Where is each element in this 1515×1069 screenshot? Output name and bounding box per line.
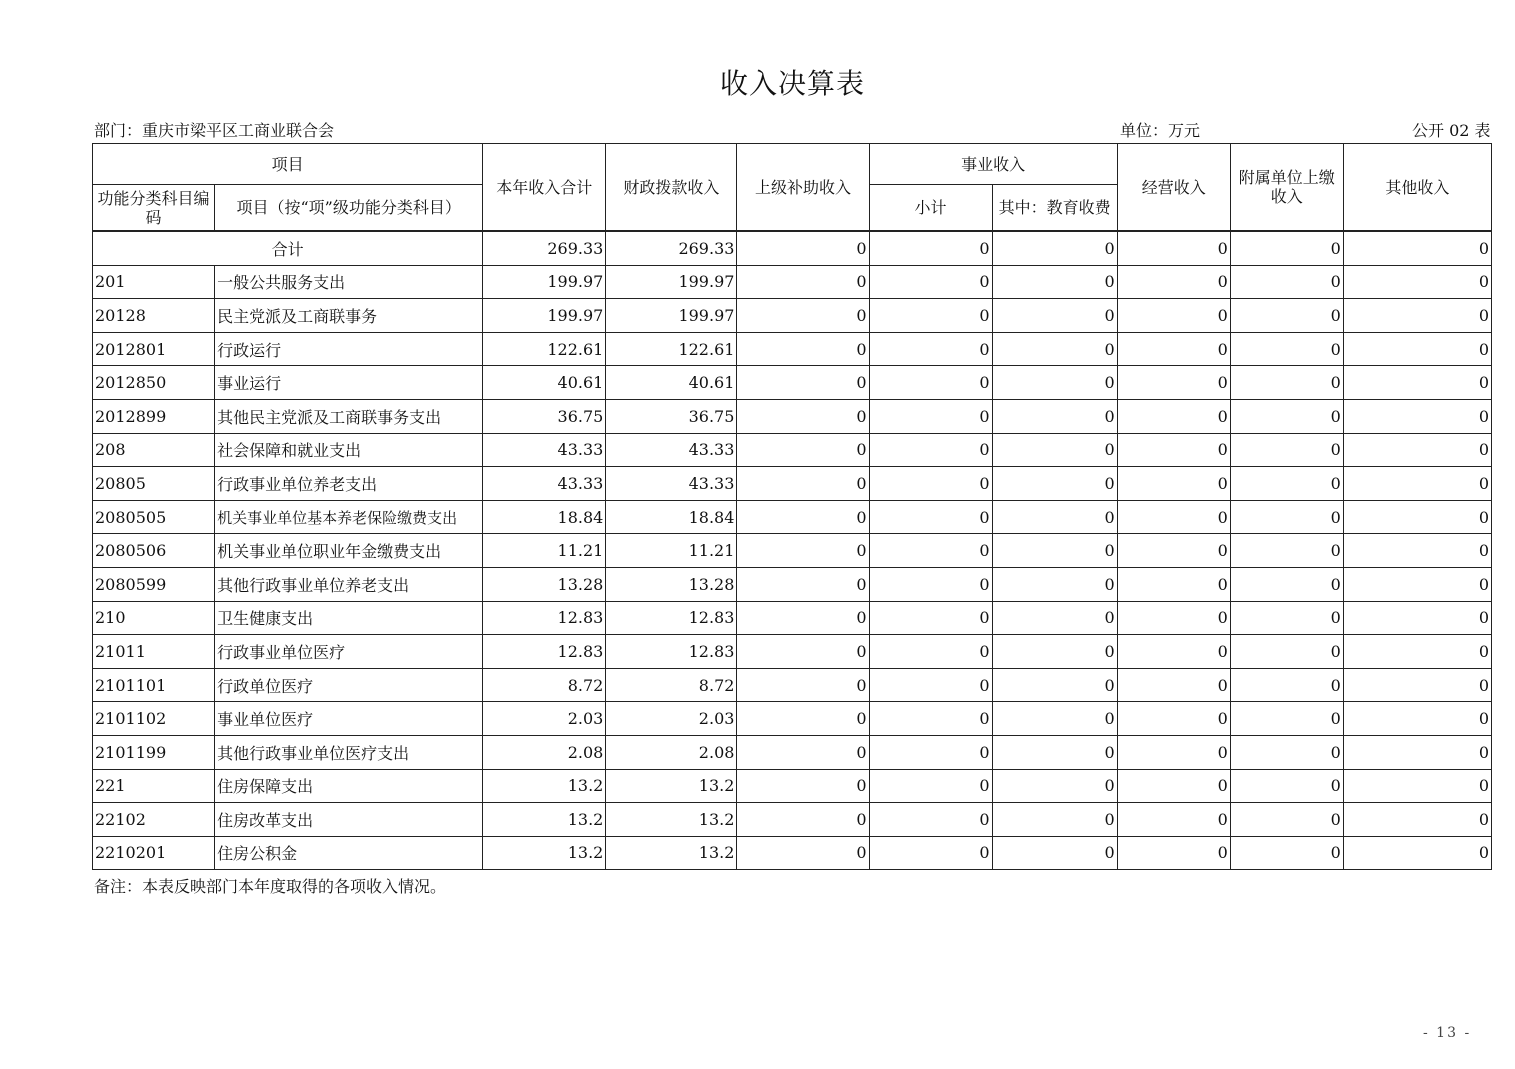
row-value: 0 xyxy=(992,399,1117,433)
row-value: 2.08 xyxy=(606,735,737,769)
row-value: 0 xyxy=(992,265,1117,299)
row-code: 208 xyxy=(93,433,215,467)
row-value: 13.2 xyxy=(606,769,737,803)
row-code: 20805 xyxy=(93,467,215,501)
row-value: 12.83 xyxy=(483,635,606,669)
row-name: 行政事业单位养老支出 xyxy=(215,467,483,501)
row-code: 210 xyxy=(93,601,215,635)
row-value: 8.72 xyxy=(483,668,606,702)
row-value: 0 xyxy=(1230,735,1343,769)
row-code: 2101199 xyxy=(93,735,215,769)
table-row xyxy=(93,702,1492,736)
row-code: 2080506 xyxy=(93,534,215,568)
row-value: 0 xyxy=(869,265,992,299)
row-value: 0 xyxy=(1343,702,1491,736)
total-cell: 0 xyxy=(1230,231,1343,265)
row-value: 0 xyxy=(869,635,992,669)
row-value: 0 xyxy=(1117,265,1230,299)
row-name: 住房公积金 xyxy=(215,836,483,870)
total-row xyxy=(93,231,1492,265)
row-value: 13.28 xyxy=(483,567,606,601)
row-value: 0 xyxy=(737,399,869,433)
table-row xyxy=(93,534,1492,568)
row-value: 0 xyxy=(1230,601,1343,635)
row-name: 其他行政事业单位医疗支出 xyxy=(215,735,483,769)
row-code: 2210201 xyxy=(93,836,215,870)
row-name: 事业单位医疗 xyxy=(215,702,483,736)
row-value: 0 xyxy=(869,735,992,769)
total-cell: 0 xyxy=(992,231,1117,265)
department-label: 部门：重庆市梁平区工商业联合会 xyxy=(94,121,335,140)
row-code: 2080505 xyxy=(93,500,215,534)
income-table xyxy=(92,143,1492,870)
total-cell: 0 xyxy=(737,231,869,265)
row-value: 0 xyxy=(992,836,1117,870)
row-code: 2101102 xyxy=(93,702,215,736)
row-value: 0 xyxy=(1230,399,1343,433)
row-value: 0 xyxy=(869,366,992,400)
row-value: 0 xyxy=(1343,467,1491,501)
row-value: 13.28 xyxy=(606,567,737,601)
row-value: 0 xyxy=(1230,500,1343,534)
row-value: 18.84 xyxy=(483,500,606,534)
table-row xyxy=(93,433,1492,467)
row-value: 0 xyxy=(737,735,869,769)
row-value: 2.03 xyxy=(483,702,606,736)
row-value: 0 xyxy=(1117,332,1230,366)
row-value: 0 xyxy=(1343,735,1491,769)
row-name: 卫生健康支出 xyxy=(215,601,483,635)
row-value: 0 xyxy=(992,500,1117,534)
row-value: 0 xyxy=(992,702,1117,736)
row-value: 0 xyxy=(737,702,869,736)
row-value: 0 xyxy=(992,534,1117,568)
row-value: 0 xyxy=(992,803,1117,837)
row-name: 机关事业单位基本养老保险缴费支出 xyxy=(215,500,483,534)
row-value: 12.83 xyxy=(606,601,737,635)
row-name: 住房保障支出 xyxy=(215,769,483,803)
row-value: 0 xyxy=(737,299,869,333)
row-value: 0 xyxy=(992,299,1117,333)
header-fiscal: 财政拨款收入 xyxy=(606,144,737,232)
total-cell: 0 xyxy=(869,231,992,265)
row-value: 0 xyxy=(992,467,1117,501)
table-row xyxy=(93,299,1492,333)
row-code: 22102 xyxy=(93,803,215,837)
row-value: 0 xyxy=(1230,467,1343,501)
row-value: 122.61 xyxy=(606,332,737,366)
row-value: 0 xyxy=(1230,534,1343,568)
header-project-name: 项目（按“项”级功能分类科目） xyxy=(215,185,483,232)
row-code: 20128 xyxy=(93,299,215,333)
row-value: 0 xyxy=(869,769,992,803)
row-value: 0 xyxy=(1117,803,1230,837)
unit-label: 单位：万元 xyxy=(1120,121,1201,140)
table-row xyxy=(93,567,1492,601)
header-business-income: 事业收入 xyxy=(869,144,1117,185)
table-note: 备注：本表反映部门本年度取得的各项收入情况。 xyxy=(94,877,447,896)
row-value: 0 xyxy=(737,803,869,837)
row-value: 0 xyxy=(869,567,992,601)
header-func-code: 功能分类科目编码 xyxy=(93,185,215,232)
row-value: 0 xyxy=(992,332,1117,366)
row-value: 0 xyxy=(1117,500,1230,534)
row-name: 其他民主党派及工商联事务支出 xyxy=(215,399,483,433)
row-value: 0 xyxy=(1343,534,1491,568)
row-value: 0 xyxy=(992,366,1117,400)
row-value: 0 xyxy=(1117,299,1230,333)
row-value: 0 xyxy=(1117,534,1230,568)
row-value: 199.97 xyxy=(606,265,737,299)
header-subtotal: 小计 xyxy=(869,185,992,232)
row-code: 2080599 xyxy=(93,567,215,601)
row-value: 0 xyxy=(737,332,869,366)
row-value: 8.72 xyxy=(606,668,737,702)
row-value: 40.61 xyxy=(606,366,737,400)
row-value: 11.21 xyxy=(483,534,606,568)
row-value: 0 xyxy=(1117,601,1230,635)
row-value: 0 xyxy=(1343,836,1491,870)
row-value: 0 xyxy=(737,601,869,635)
row-name: 一般公共服务支出 xyxy=(215,265,483,299)
total-label: 合计 xyxy=(93,231,483,265)
row-value: 0 xyxy=(1343,769,1491,803)
row-value: 12.83 xyxy=(606,635,737,669)
row-value: 0 xyxy=(1343,803,1491,837)
row-value: 43.33 xyxy=(606,433,737,467)
row-value: 43.33 xyxy=(483,433,606,467)
row-value: 0 xyxy=(992,735,1117,769)
row-value: 0 xyxy=(1343,299,1491,333)
row-value: 0 xyxy=(737,500,869,534)
row-name: 行政事业单位医疗 xyxy=(215,635,483,669)
row-value: 0 xyxy=(1230,567,1343,601)
row-value: 0 xyxy=(869,332,992,366)
header-superior-subsidy: 上级补助收入 xyxy=(737,144,869,232)
row-value: 0 xyxy=(1117,567,1230,601)
row-value: 36.75 xyxy=(483,399,606,433)
row-value: 0 xyxy=(1230,836,1343,870)
row-name: 行政单位医疗 xyxy=(215,668,483,702)
row-value: 0 xyxy=(869,467,992,501)
row-name: 民主党派及工商联事务 xyxy=(215,299,483,333)
row-value: 0 xyxy=(737,668,869,702)
table-row xyxy=(93,601,1492,635)
row-value: 0 xyxy=(869,399,992,433)
row-value: 0 xyxy=(869,836,992,870)
row-value: 13.2 xyxy=(606,803,737,837)
row-value: 0 xyxy=(1117,668,1230,702)
row-value: 0 xyxy=(737,366,869,400)
row-value: 0 xyxy=(1230,299,1343,333)
row-value: 0 xyxy=(1230,668,1343,702)
row-value: 0 xyxy=(992,769,1117,803)
row-value: 0 xyxy=(1230,635,1343,669)
row-value: 0 xyxy=(1343,433,1491,467)
total-cell: 269.33 xyxy=(483,231,606,265)
row-value: 0 xyxy=(1117,836,1230,870)
table-row xyxy=(93,332,1492,366)
row-value: 0 xyxy=(869,500,992,534)
total-cell: 269.33 xyxy=(606,231,737,265)
row-name: 事业运行 xyxy=(215,366,483,400)
header-operating: 经营收入 xyxy=(1117,144,1230,232)
row-value: 0 xyxy=(1117,769,1230,803)
row-value: 0 xyxy=(1230,702,1343,736)
row-value: 0 xyxy=(1343,567,1491,601)
table-row xyxy=(93,500,1492,534)
total-cell: 0 xyxy=(1343,231,1491,265)
table-row xyxy=(93,399,1492,433)
row-value: 2.03 xyxy=(606,702,737,736)
table-row xyxy=(93,635,1492,669)
table-row xyxy=(93,467,1492,501)
row-value: 0 xyxy=(869,601,992,635)
table-row xyxy=(93,769,1492,803)
row-value: 0 xyxy=(737,467,869,501)
row-value: 40.61 xyxy=(483,366,606,400)
row-value: 122.61 xyxy=(483,332,606,366)
row-value: 11.21 xyxy=(606,534,737,568)
row-value: 0 xyxy=(1117,635,1230,669)
row-value: 0 xyxy=(992,567,1117,601)
row-value: 0 xyxy=(992,668,1117,702)
page-number: - 13 - xyxy=(1423,1025,1472,1041)
row-value: 0 xyxy=(1343,265,1491,299)
total-cell: 0 xyxy=(1117,231,1230,265)
row-value: 199.97 xyxy=(483,265,606,299)
row-value: 0 xyxy=(1230,366,1343,400)
table-row xyxy=(93,668,1492,702)
row-value: 13.2 xyxy=(483,769,606,803)
row-name: 其他行政事业单位养老支出 xyxy=(215,567,483,601)
header-affiliated: 附属单位上缴收入 xyxy=(1230,144,1343,232)
row-value: 0 xyxy=(992,635,1117,669)
table-row xyxy=(93,836,1492,870)
row-value: 0 xyxy=(869,299,992,333)
row-code: 2012899 xyxy=(93,399,215,433)
row-value: 0 xyxy=(737,265,869,299)
row-value: 36.75 xyxy=(606,399,737,433)
table-row xyxy=(93,803,1492,837)
row-value: 0 xyxy=(1343,332,1491,366)
row-value: 0 xyxy=(1230,769,1343,803)
row-name: 社会保障和就业支出 xyxy=(215,433,483,467)
row-value: 0 xyxy=(737,433,869,467)
row-value: 0 xyxy=(1117,366,1230,400)
row-value: 0 xyxy=(869,668,992,702)
row-value: 2.08 xyxy=(483,735,606,769)
row-value: 43.33 xyxy=(483,467,606,501)
row-value: 0 xyxy=(1230,803,1343,837)
row-value: 0 xyxy=(869,534,992,568)
row-value: 0 xyxy=(1343,635,1491,669)
row-value: 13.2 xyxy=(483,803,606,837)
row-code: 21011 xyxy=(93,635,215,669)
row-value: 199.97 xyxy=(483,299,606,333)
row-value: 0 xyxy=(1343,399,1491,433)
row-value: 0 xyxy=(1343,500,1491,534)
row-value: 0 xyxy=(1230,265,1343,299)
row-value: 0 xyxy=(737,534,869,568)
row-value: 199.97 xyxy=(606,299,737,333)
row-value: 0 xyxy=(1117,702,1230,736)
row-value: 0 xyxy=(737,769,869,803)
row-value: 0 xyxy=(1343,601,1491,635)
row-value: 12.83 xyxy=(483,601,606,635)
row-value: 13.2 xyxy=(483,836,606,870)
row-value: 0 xyxy=(1117,399,1230,433)
row-name: 住房改革支出 xyxy=(215,803,483,837)
row-value: 0 xyxy=(737,836,869,870)
row-value: 0 xyxy=(869,433,992,467)
row-value: 18.84 xyxy=(606,500,737,534)
row-code: 2012850 xyxy=(93,366,215,400)
page-title: 收入决算表 xyxy=(719,67,865,100)
row-value: 43.33 xyxy=(606,467,737,501)
row-code: 221 xyxy=(93,769,215,803)
row-value: 0 xyxy=(992,433,1117,467)
row-value: 0 xyxy=(1117,433,1230,467)
table-row xyxy=(93,265,1492,299)
row-value: 0 xyxy=(737,635,869,669)
row-value: 0 xyxy=(1343,668,1491,702)
row-name: 行政运行 xyxy=(215,332,483,366)
row-code: 2012801 xyxy=(93,332,215,366)
row-value: 0 xyxy=(1230,433,1343,467)
header-total-income: 本年收入合计 xyxy=(483,144,606,232)
header-other: 其他收入 xyxy=(1343,144,1491,232)
row-value: 0 xyxy=(1343,366,1491,400)
row-value: 0 xyxy=(869,803,992,837)
row-code: 2101101 xyxy=(93,668,215,702)
row-code: 201 xyxy=(93,265,215,299)
row-value: 0 xyxy=(737,567,869,601)
table-code-label: 公开 02 表 xyxy=(1412,121,1491,140)
row-value: 0 xyxy=(869,702,992,736)
table-row xyxy=(93,735,1492,769)
row-value: 13.2 xyxy=(606,836,737,870)
row-value: 0 xyxy=(1117,467,1230,501)
row-value: 0 xyxy=(1117,735,1230,769)
header-project: 项目 xyxy=(93,144,483,185)
row-name: 机关事业单位职业年金缴费支出 xyxy=(215,534,483,568)
table-row xyxy=(93,366,1492,400)
row-value: 0 xyxy=(992,601,1117,635)
header-education-fee: 其中：教育收费 xyxy=(992,185,1117,232)
row-value: 0 xyxy=(1230,332,1343,366)
